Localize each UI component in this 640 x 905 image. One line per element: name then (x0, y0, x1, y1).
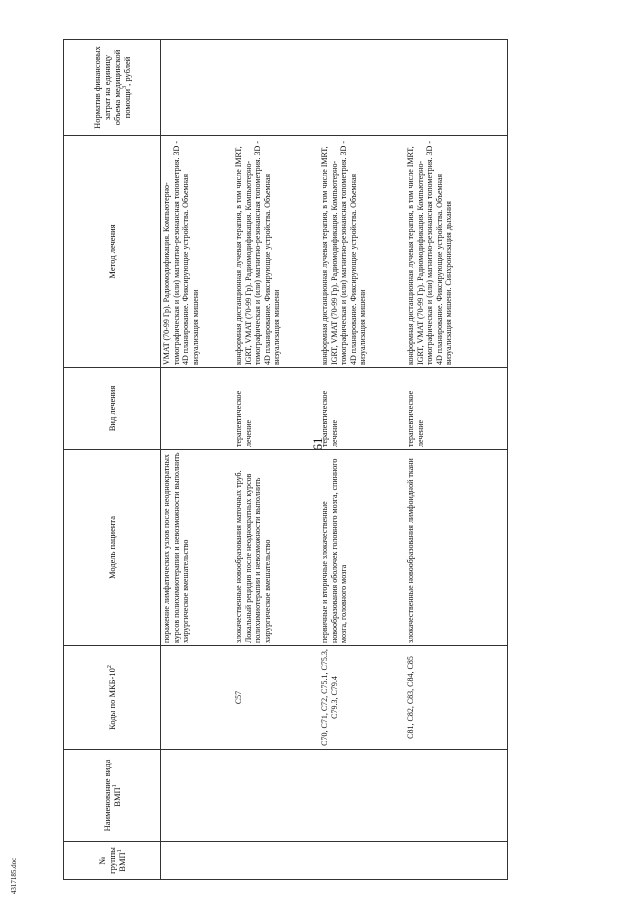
cell-type: терапевтическое лечение (233, 368, 319, 450)
vmp-table (63, 39, 508, 880)
document-id: 4317185.doc (10, 857, 18, 895)
table-header-row (64, 40, 161, 880)
cell-norm (405, 40, 508, 136)
cell-norm (233, 40, 319, 136)
cell-codes: C81, C82, C83, C84, C85 (405, 646, 508, 750)
cell-codes: C57 (233, 646, 319, 750)
cell-group (233, 842, 319, 880)
table-row (319, 40, 405, 880)
cell-codes (161, 646, 234, 750)
cell-model: злокачественные новообразования маточных труб. Локальный рецидив после неоднократных курсов полихимиотерапии и невозможности выполнить хирургическое вмешательство (233, 450, 319, 646)
cell-name (233, 750, 319, 842)
header-name: Наименование вида ВМП$^1$ (64, 750, 161, 842)
cell-type: терапевтическое лечение (405, 368, 508, 450)
header-type: Вид лечения (64, 368, 161, 450)
page-number: 61 (310, 437, 325, 451)
cell-type (161, 368, 234, 450)
cell-group (319, 842, 405, 880)
cell-model: злокачественные новообразования лимфоидной ткани (405, 450, 508, 646)
cell-method: конформная дистанционная лучевая терапия, в том числе IMRT, IGRT, VMAT (70-99 Гр). Радиомодификация. Компьютерно-томографическая и (или) магнитно-резонансная топометрия. 3D - 4D планирование. Фиксирующие устройства. Объемная визуализация мишени. Синхронизация дыхания (405, 136, 508, 368)
header-codes: Коды по МКБ-$10^2$ (64, 646, 161, 750)
table-row (405, 40, 508, 880)
header-group: № группы ВМП$^1$ (64, 842, 161, 880)
cell-name (161, 750, 234, 842)
cell-codes: C70, C71, C72, C75.1, C75.3, C79.3, C79.4 (319, 646, 405, 750)
cell-method: конформная дистанционная лучевая терапия, в том числе IMRT, IGRT, VMAT (70-99 Гр). Радиомодификация. Компьютерно-томографическая и (или) магнитно-резонансная топометрия. 3D - 4D планирование. Фиксирующие устройства. Объемная визуализация мишени (319, 136, 405, 368)
cell-method: VMAT (70-99 Гр). Радиомодификация. Компьютерно-томографическая и (или) магнитно-резонансная топометрия. 3D - 4D планирование. Фиксирующие устройства. Объемная визуализация мишени (161, 136, 234, 368)
cell-type: терапевтическое лечение (319, 368, 405, 450)
header-method: Метод лечения (64, 136, 161, 368)
table-row (233, 40, 319, 880)
cell-norm (161, 40, 234, 136)
cell-model: первичные и вторичные злокачественные новообразования оболочек головного мозга, спинного мозга, головного мозга (319, 450, 405, 646)
cell-name (405, 750, 508, 842)
cell-group (161, 842, 234, 880)
cell-norm (319, 40, 405, 136)
header-norm: Норматив финансовых затрат на единицу объема медицинской помощи$^3$, рублей (64, 40, 161, 136)
cell-model: поражение лимфатических узлов после неоднократных курсов полихимиотерапии и невозможности выполнить хирургическое вмешательство (161, 450, 234, 646)
cell-name (319, 750, 405, 842)
rotated-table-area (63, 40, 583, 880)
cell-method: конформная дистанционная лучевая терапия, в том числе IMRT, IGRT, VMAT (70-99 Гр). Радиомодификация. Компьютерно-томографическая и (или) магнитно-резонансная топометрия. 3D - 4D планирование. Фиксирующие устройства. Объемная визуализация мишени (233, 136, 319, 368)
table-row (161, 40, 234, 880)
cell-group (405, 842, 508, 880)
header-model: Модель пациента (64, 450, 161, 646)
